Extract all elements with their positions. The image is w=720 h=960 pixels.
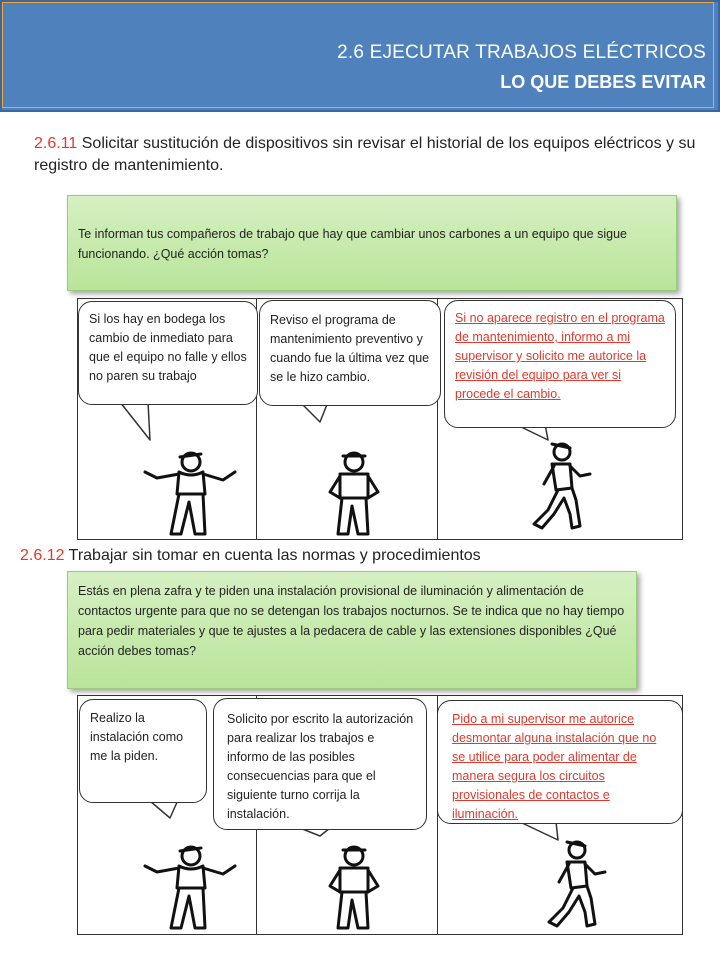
option-2a-text: Realizo la instalación como me la piden. bbox=[90, 711, 184, 763]
page-subtitle: LO QUE DEBES EVITAR bbox=[500, 72, 706, 92]
section-2-number: 2.6.12 bbox=[20, 547, 65, 564]
option-1c-text: Si no aparece registro en el programa de mantenimiento, informo a mi supervisor y solicito me autorice la revisión del equipo para ver si procede el cambio. bbox=[455, 311, 665, 401]
option-2c-text: Pido a mi supervisor me autorice desmontar alguna instalación que no se utilice para poder alimentar de manera segura los circuitos provisionales de contactos e iluminación. bbox=[452, 712, 657, 821]
page-title: 2.6 EJECUTAR TRABAJOS ELÉCTRICOS bbox=[337, 42, 706, 63]
option-2b-text: Solicito por escrito la autorización para realizar los trabajos e informo de las posibles consecuencias para que el siguiente turno corrija la instalación. bbox=[227, 712, 414, 821]
scenario-1-text: Te informan tus compañeros de trabajo que hay que cambiar unos carbones a un equipo que sigue funcionando. ¿Qué acción tomas? bbox=[78, 227, 627, 261]
option-1a-text: Si los hay en bodega los cambio de inmediato para que el equipo no falle y ellos no paren su trabajo bbox=[89, 312, 247, 383]
standing-worker-figure bbox=[318, 842, 388, 934]
section-1-text: Solicitar sustitución de dispositivos sin revisar el historial de los equipos eléctricos y su registro de mantenimiento. bbox=[34, 135, 696, 174]
section-1-number: 2.6.11 bbox=[34, 135, 78, 152]
walking-worker-figure bbox=[535, 838, 615, 930]
shrugging-worker-figure bbox=[135, 842, 245, 934]
option-bubble-2c bbox=[437, 700, 683, 824]
option-bubble-2a bbox=[79, 699, 207, 803]
scenario-2-text: Estás en plena zafra y te piden una instalación provisional de iluminación y alimentación de contactos urgente para que no se detengan los trabajos nocturnos. Se te indica que no hay tiempo para pedir materiales y que te ajustes a la pedacera de cable y las extensiones disponibles ¿Qué acción debes tomas? bbox=[78, 584, 625, 658]
option-1b-text: Reviso el programa de mantenimiento preventivo y cuando fue la última vez que se le hizo cambio. bbox=[270, 313, 430, 384]
option-bubble-2b bbox=[213, 698, 427, 830]
section-2-text: Trabajar sin tomar en cuenta las normas y procedimientos bbox=[64, 547, 481, 564]
